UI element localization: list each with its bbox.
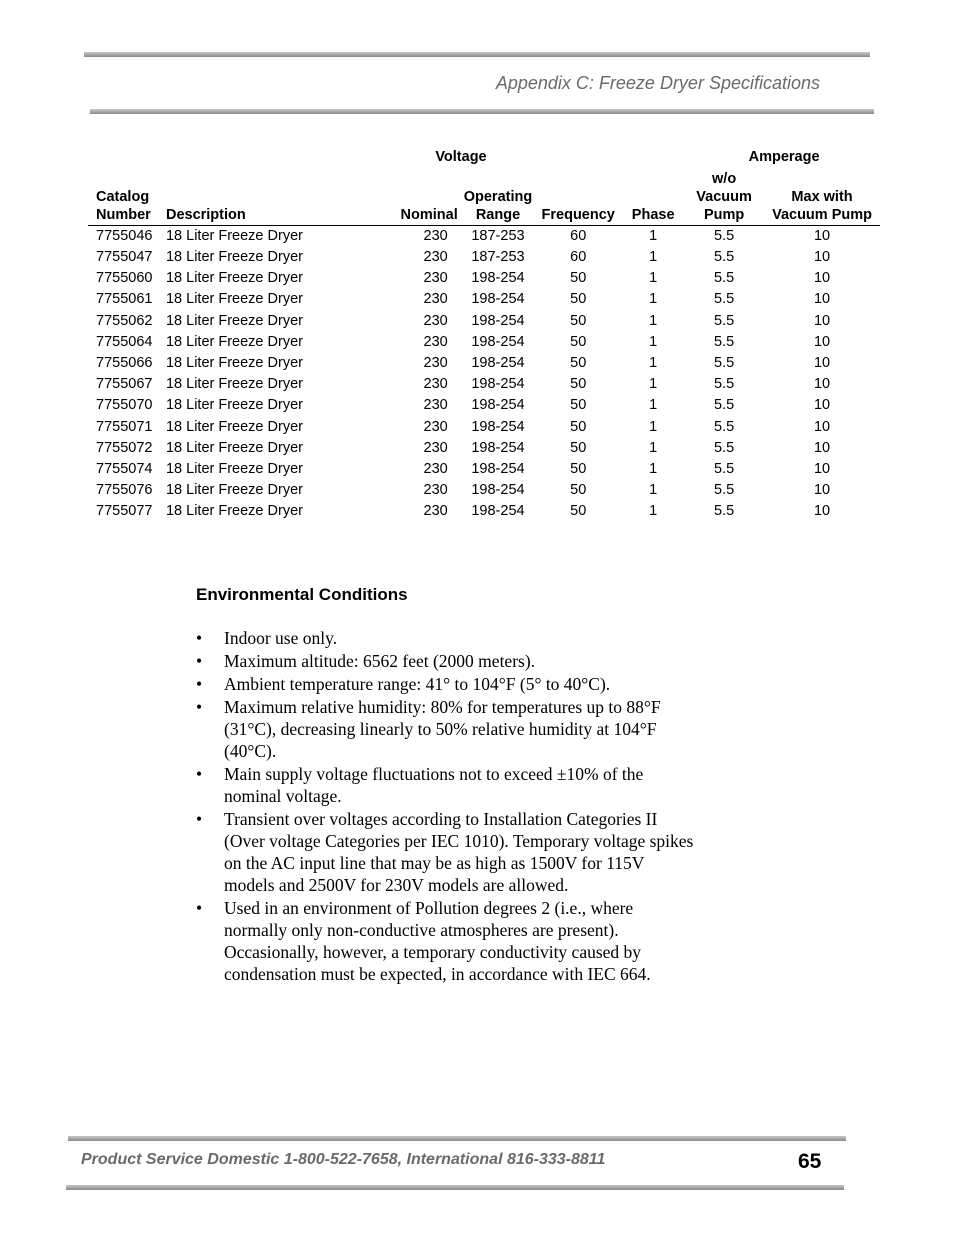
table-cell: 10 — [813, 355, 831, 372]
col-phase: Phase — [622, 170, 684, 226]
table-cell: 5.5 — [714, 228, 735, 244]
table-cell: 230 — [423, 376, 448, 393]
table-cell: 1 — [649, 376, 658, 393]
table-row — [88, 353, 880, 374]
table-row — [88, 480, 880, 501]
bullet-icon: • — [196, 697, 203, 717]
table-cell: 198-254 — [471, 397, 525, 414]
list-item — [196, 673, 696, 695]
table-group-header-row — [88, 148, 880, 170]
col-without-vacuum-pump: w/o Vacuum Pump — [684, 170, 764, 226]
table-cell: 1 — [649, 460, 658, 477]
list-item-text: Maximum relative humidity: 80% for temperatures up to 88°F (31°C), decreasing linearly to 50% relative humidity at 104°F (40°C). — [224, 697, 661, 761]
table-cell: 230 — [423, 270, 448, 287]
table-cell: 18 Liter Freeze Dryer — [165, 249, 303, 266]
table-cell: 50 — [570, 418, 587, 435]
table-cell: 7755064 — [96, 333, 153, 350]
table-row — [88, 459, 880, 480]
footer-contact-text: Product Service Domestic 1-800-522-7658, International 816-333-8811 — [81, 1151, 606, 1168]
table-cell: 50 — [570, 503, 587, 520]
table-cell: 7755071 — [96, 418, 153, 435]
list-item-text: Ambient temperature range: 41° to 104°F (5° to 40°C). — [224, 674, 611, 694]
spec-table — [88, 148, 880, 522]
table-cell: 18 Liter Freeze Dryer — [165, 355, 303, 372]
table-cell: 230 — [423, 439, 448, 456]
table-cell: 1 — [649, 355, 658, 372]
table-cell: 50 — [570, 397, 587, 414]
table-cell: 18 Liter Freeze Dryer — [165, 291, 303, 308]
bullet-icon: • — [196, 651, 203, 671]
table-row — [88, 247, 880, 268]
table-cell: 7755067 — [96, 376, 153, 393]
table-cell: 230 — [423, 228, 448, 244]
page-header-title: Appendix C: Freeze Dryer Specifications — [495, 73, 820, 93]
table-cell: 7755047 — [96, 249, 153, 266]
table-row — [88, 417, 880, 438]
table-cell: 230 — [423, 312, 448, 329]
table-cell: 10 — [813, 291, 831, 308]
table-cell: 198-254 — [471, 482, 525, 499]
table-cell: 50 — [570, 333, 587, 350]
list-item-text: Used in an environment of Pollution degrees 2 (i.e., where normally only non-conductive atmospheres are present). Occasionally, however, a temporary conductivity caused by condensation must be expected, in accordance with IEC 664. — [224, 898, 651, 984]
table-cell: 1 — [649, 397, 658, 414]
bullet-icon: • — [196, 764, 203, 784]
table-cell: 10 — [813, 270, 831, 287]
amperage-group-header: Amperage — [748, 149, 820, 165]
table-cell: 5.5 — [714, 460, 735, 477]
table-cell: 198-254 — [471, 418, 525, 435]
col-max-with-vacuum-pump: Max with Vacuum Pump — [764, 170, 880, 226]
footer-rule-top — [68, 1136, 846, 1141]
table-row — [88, 268, 880, 289]
table-cell: 1 — [649, 249, 658, 266]
table-cell: 18 Liter Freeze Dryer — [165, 418, 303, 435]
table-cell: 5.5 — [714, 482, 735, 499]
table-cell: 50 — [570, 376, 587, 393]
table-cell: 50 — [570, 439, 587, 456]
table-cell: 7755076 — [96, 482, 153, 499]
table-cell: 1 — [649, 228, 658, 244]
table-row — [88, 395, 880, 416]
table-cell: 1 — [649, 333, 658, 350]
table-row — [88, 289, 880, 310]
environmental-conditions-section — [196, 585, 696, 986]
table-cell: 1 — [649, 312, 658, 329]
table-cell: 18 Liter Freeze Dryer — [165, 270, 303, 287]
spec-table-body — [88, 226, 880, 523]
table-cell: 7755061 — [96, 291, 153, 308]
table-cell: 10 — [813, 228, 831, 244]
table-cell: 230 — [423, 482, 448, 499]
table-cell: 18 Liter Freeze Dryer — [165, 333, 303, 350]
table-cell: 5.5 — [714, 376, 735, 393]
table-cell: 230 — [423, 291, 448, 308]
table-cell: 7755062 — [96, 312, 153, 329]
table-cell: 230 — [423, 503, 448, 520]
header-rule-top — [84, 52, 870, 57]
table-cell: 18 Liter Freeze Dryer — [165, 376, 303, 393]
footer-rule-bottom — [66, 1185, 844, 1190]
environmental-conditions-list — [196, 627, 696, 985]
list-item-text: Maximum altitude: 6562 feet (2000 meters). — [224, 651, 536, 671]
table-column-header-row — [88, 170, 880, 226]
table-cell: 10 — [813, 503, 831, 520]
col-operating-range: Operating Range — [462, 170, 534, 226]
table-cell: 60 — [570, 249, 587, 266]
table-cell: 50 — [570, 291, 587, 308]
table-cell: 7755077 — [96, 503, 153, 520]
table-cell: 10 — [813, 312, 831, 329]
table-cell: 5.5 — [714, 439, 735, 456]
table-cell: 1 — [649, 503, 658, 520]
list-item-text: Transient over voltages according to Installation Categories II (Over voltage Categories per IEC 1010). Temporary voltage spikes on the AC input line that may be as high as 1500V for 115V models and 2500V for 230V models are allowed. — [224, 809, 694, 895]
table-cell: 230 — [423, 460, 448, 477]
table-cell: 18 Liter Freeze Dryer — [165, 397, 303, 414]
table-cell: 5.5 — [714, 418, 735, 435]
table-cell: 10 — [813, 376, 831, 393]
table-cell: 18 Liter Freeze Dryer — [165, 482, 303, 499]
table-cell: 230 — [423, 249, 448, 266]
list-item — [196, 808, 696, 896]
table-cell: 198-254 — [471, 291, 525, 308]
list-item — [196, 650, 696, 672]
table-cell: 187-253 — [471, 228, 525, 244]
list-item-text: Indoor use only. — [224, 628, 338, 648]
spec-table-container — [88, 148, 880, 522]
table-cell: 230 — [423, 397, 448, 414]
table-row — [88, 226, 880, 248]
table-cell: 1 — [649, 482, 658, 499]
table-cell: 198-254 — [471, 312, 525, 329]
table-row — [88, 332, 880, 353]
table-cell: 1 — [649, 291, 658, 308]
table-cell: 50 — [570, 460, 587, 477]
table-cell: 50 — [570, 312, 587, 329]
table-cell: 198-254 — [471, 460, 525, 477]
table-cell: 7755070 — [96, 397, 153, 414]
table-cell: 10 — [813, 249, 831, 266]
col-description: Description — [164, 170, 384, 226]
table-row — [88, 501, 880, 522]
table-row — [88, 374, 880, 395]
table-cell: 10 — [813, 482, 831, 499]
table-cell: 1 — [649, 418, 658, 435]
table-cell: 5.5 — [714, 355, 735, 372]
table-cell: 10 — [813, 460, 831, 477]
table-cell: 7755060 — [96, 270, 153, 287]
table-cell: 230 — [423, 418, 448, 435]
table-cell: 18 Liter Freeze Dryer — [165, 312, 303, 329]
table-cell: 60 — [570, 228, 587, 244]
table-cell: 198-254 — [471, 270, 525, 287]
table-cell: 18 Liter Freeze Dryer — [165, 503, 303, 520]
table-cell: 1 — [649, 439, 658, 456]
page-number: 65 — [798, 1150, 822, 1173]
col-frequency: Frequency — [534, 170, 622, 226]
table-cell: 18 Liter Freeze Dryer — [165, 228, 303, 244]
bullet-icon: • — [196, 898, 203, 918]
table-cell: 50 — [570, 355, 587, 372]
table-cell: 5.5 — [714, 291, 735, 308]
table-cell: 18 Liter Freeze Dryer — [165, 460, 303, 477]
col-nominal: Nominal — [384, 170, 462, 226]
table-cell: 198-254 — [471, 355, 525, 372]
table-cell: 198-254 — [471, 333, 525, 350]
table-cell: 1 — [649, 270, 658, 287]
table-cell: 198-254 — [471, 503, 525, 520]
table-cell: 50 — [570, 270, 587, 287]
list-item — [196, 627, 696, 649]
environmental-conditions-title: Environmental Conditions — [196, 585, 408, 604]
voltage-group-header: Voltage — [435, 149, 487, 165]
table-cell: 7755074 — [96, 460, 153, 477]
table-cell: 5.5 — [714, 503, 735, 520]
table-cell: 10 — [813, 439, 831, 456]
bullet-icon: • — [196, 674, 203, 694]
table-cell: 7755046 — [96, 228, 153, 244]
table-cell: 7755072 — [96, 439, 153, 456]
bullet-icon: • — [196, 628, 203, 648]
col-catalog-number: Catalog Number — [88, 170, 164, 226]
table-cell: 198-254 — [471, 439, 525, 456]
table-cell: 10 — [813, 397, 831, 414]
table-cell: 5.5 — [714, 270, 735, 287]
table-row — [88, 438, 880, 459]
table-cell: 230 — [423, 333, 448, 350]
list-item — [196, 763, 696, 807]
table-cell: 10 — [813, 333, 831, 350]
list-item-text: Main supply voltage fluctuations not to exceed ±10% of the nominal voltage. — [224, 764, 644, 806]
table-cell: 10 — [813, 418, 831, 435]
table-cell: 5.5 — [714, 397, 735, 414]
table-cell: 187-253 — [471, 249, 525, 266]
table-row — [88, 311, 880, 332]
table-cell: 50 — [570, 482, 587, 499]
table-cell: 18 Liter Freeze Dryer — [165, 439, 303, 456]
table-cell: 5.5 — [714, 249, 735, 266]
table-cell: 198-254 — [471, 376, 525, 393]
table-cell: 7755066 — [96, 355, 153, 372]
list-item — [196, 696, 696, 762]
header-rule-bottom — [90, 109, 874, 114]
table-cell: 230 — [423, 355, 448, 372]
table-cell: 5.5 — [714, 333, 735, 350]
bullet-icon: • — [196, 809, 203, 829]
table-cell: 5.5 — [714, 312, 735, 329]
list-item — [196, 897, 696, 985]
